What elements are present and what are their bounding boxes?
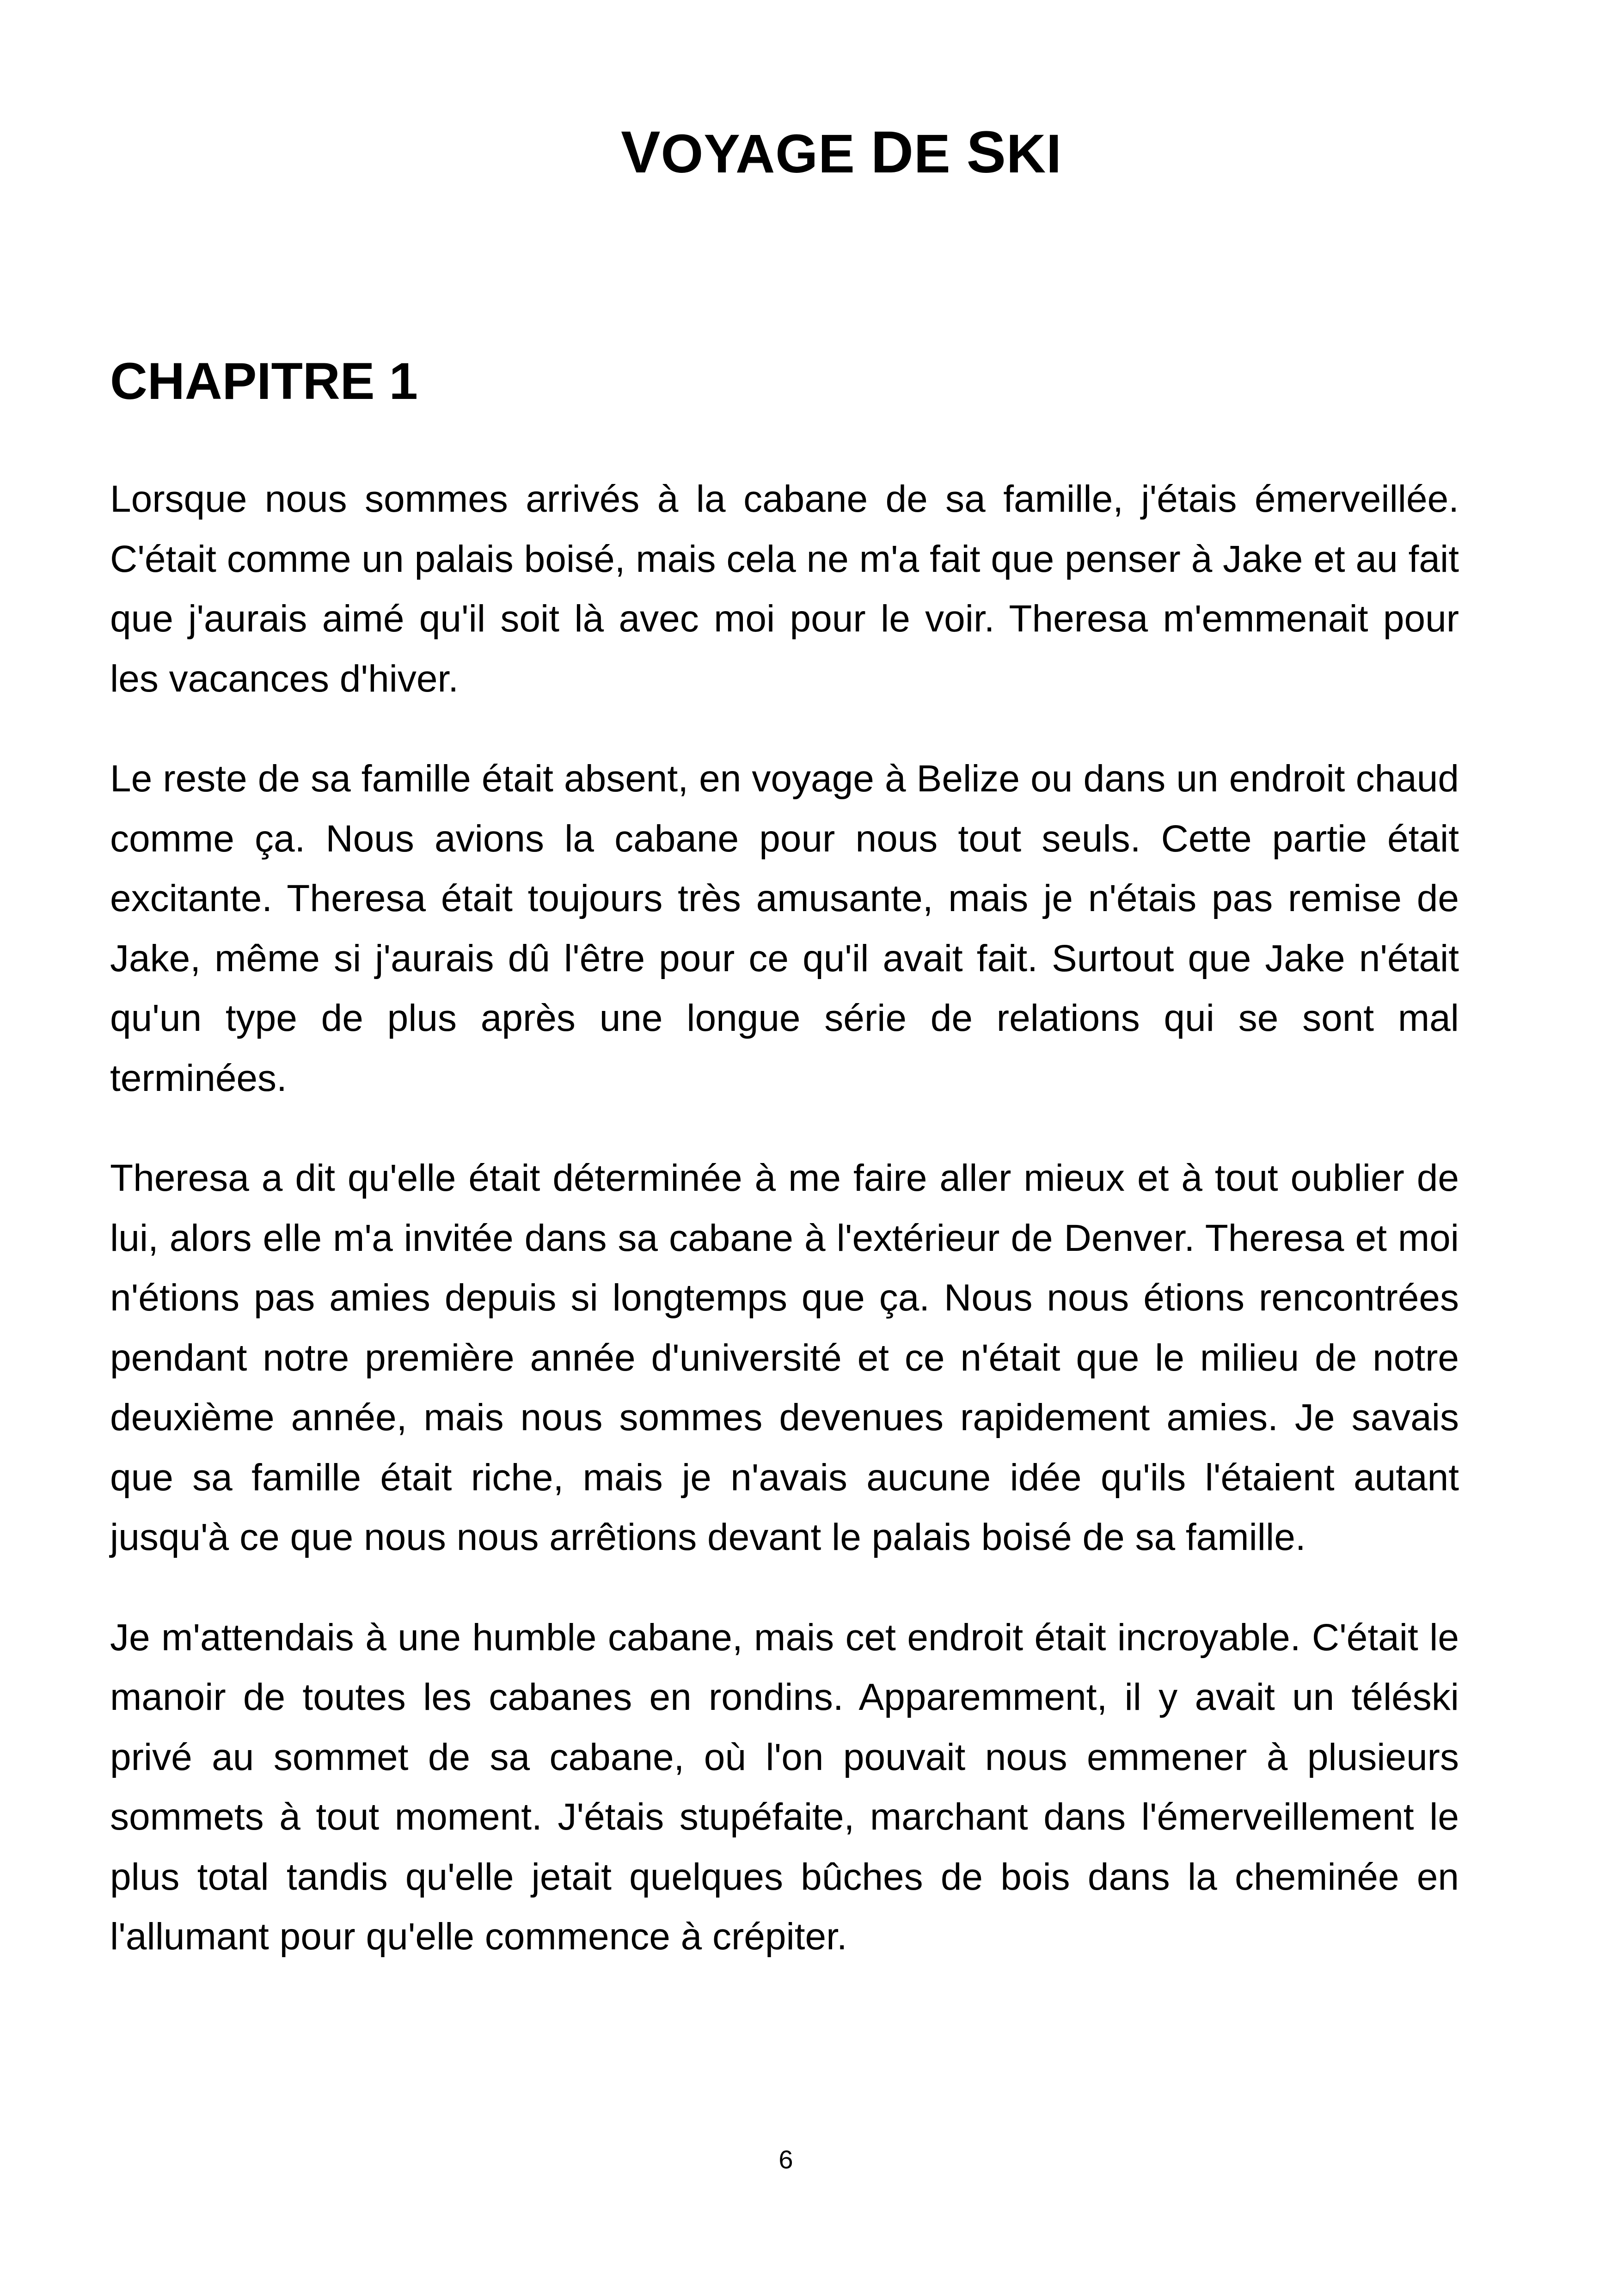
chapter-title: CHAPITRE 1 <box>110 352 418 410</box>
chapter-body <box>110 469 1459 2007</box>
book-title: VOYAGE DE SKI <box>621 119 1062 185</box>
paragraph: Lorsque nous sommes arrivés à la cabane de sa famille, j'étais émerveillée. C'était comme un palais boisé, mais cela ne m'a fait que penser à Jake et au fait que j'aurais aimé qu'il soit là avec moi pour le voir. Theresa m'emmenait pour les vacances d'hiver. <box>110 478 1459 700</box>
paragraph: Je m'attendais à une humble cabane, mais cet endroit était incroyable. C'était le manoir de toutes les cabanes en rondins. Apparemment, il y avait un téléski privé au sommet de sa cabane, où l'on pouvait nous emmener à plusieurs sommets à tout moment. J'étais stupéfaite, marchant dans l'émerveillement le plus total tandis qu'elle jetait quelques bûches de bois dans la cheminée en l'allumant pour qu'elle commence à crépiter. <box>110 1616 1459 1958</box>
paragraph: Le reste de sa famille était absent, en voyage à Belize ou dans un endroit chaud comme ça. Nous avions la cabane pour nous tout seuls. Cette partie était excitante. Theresa était toujours très amusante, mais je n'étais pas remise de Jake, même si j'aurais dû l'être pour ce qu'il avait fait. Surtout que Jake n'était qu'un type de plus après une longue série de relations qui se sont mal terminées. <box>110 758 1459 1099</box>
page-number: 6 <box>778 2145 793 2174</box>
paragraph: Theresa a dit qu'elle était déterminée à me faire aller mieux et à tout oublier de lui, alors elle m'a invitée dans sa cabane à l'extérieur de Denver. Theresa et moi n'étions pas amies depuis si longtemps que ça. Nous nous étions rencontrées pendant notre première année d'université et ce n'était que le milieu de notre deuxième année, mais nous sommes devenues rapidement amies. Je savais que sa famille était riche, mais je n'avais aucune idée qu'ils l'étaient autant jusqu'à ce que nous nous arrêtions devant le palais boisé de sa famille. <box>110 1157 1459 1558</box>
